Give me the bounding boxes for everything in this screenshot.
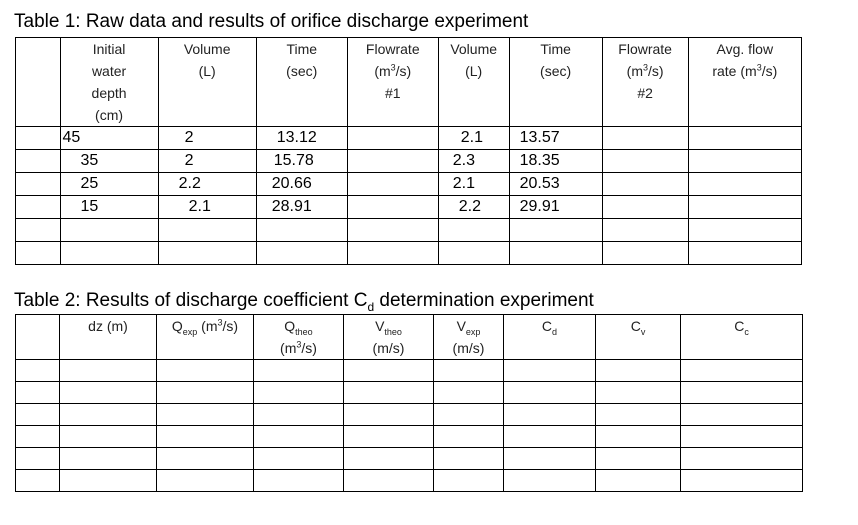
unit-superscript: 3 [217, 317, 223, 328]
header-flowrate-2 [602, 38, 688, 127]
cd-cell[interactable] [504, 426, 596, 448]
volume-1-cell[interactable]: 2.1 [158, 196, 256, 219]
flowrate-1-cell[interactable] [347, 196, 438, 219]
header-text: (sec) [540, 63, 572, 79]
unit-text: (m [626, 63, 643, 79]
volume-2-cell[interactable] [438, 242, 509, 265]
volume-1-cell[interactable] [158, 219, 256, 242]
v-theo-cell[interactable] [344, 360, 434, 382]
q-theo-cell[interactable] [254, 360, 344, 382]
symbol-text: V [456, 318, 466, 334]
symbol-text: V [375, 318, 385, 334]
blank-cell [16, 242, 61, 265]
volume-2-cell[interactable] [438, 219, 509, 242]
header-text: dz (m) [88, 318, 128, 334]
header-text: (L) [198, 63, 216, 79]
cc-cell[interactable] [681, 470, 803, 492]
dz-cell[interactable] [60, 470, 157, 492]
cc-cell[interactable] [681, 404, 803, 426]
symbol-subscript: theo [295, 326, 313, 337]
unit-text: /s) [222, 318, 239, 334]
unit-text: /s) [648, 63, 664, 79]
symbol-text: C [541, 318, 553, 334]
cd-cell[interactable] [504, 360, 596, 382]
header-text: #2 [637, 85, 653, 101]
header-time-2 [509, 38, 602, 127]
table-row [16, 448, 803, 470]
time-2-cell[interactable] [509, 219, 602, 242]
depth-cell[interactable] [60, 242, 158, 265]
table-2-header-row [16, 315, 803, 360]
flowrate-2-cell[interactable] [602, 242, 688, 265]
header-time-1 [256, 38, 347, 127]
dz-cell[interactable] [60, 448, 157, 470]
header-text [689, 60, 801, 82]
caption-text: determination experiment [374, 290, 594, 311]
time-2-cell[interactable] [509, 242, 602, 265]
cc-cell[interactable] [681, 448, 803, 470]
symbol-subscript: c [744, 326, 749, 337]
time-1-cell[interactable]: 28.91 [256, 196, 347, 219]
time-1-cell[interactable] [256, 242, 347, 265]
blank-cell [16, 38, 61, 127]
header-cd [504, 315, 596, 360]
symbol-subscript: exp [465, 326, 481, 337]
table-row [16, 173, 802, 196]
cd-cell[interactable] [504, 448, 596, 470]
header-text [504, 315, 595, 337]
blank-cell [16, 404, 60, 426]
header-text [254, 337, 343, 359]
volume-2-cell[interactable]: 2.2 [438, 196, 509, 219]
q-exp-cell[interactable] [157, 426, 254, 448]
header-avg-flow-rate [688, 38, 801, 127]
header-text: Volume [450, 41, 498, 57]
q-theo-cell[interactable] [254, 426, 344, 448]
v-exp-cell[interactable] [434, 360, 504, 382]
dz-cell[interactable] [60, 404, 157, 426]
header-flowrate-1 [347, 38, 438, 127]
cc-cell[interactable] [681, 382, 803, 404]
header-text: Avg. flow [716, 41, 774, 57]
table-1-caption: Table 1: Raw data and results of orifice discharge experiment [14, 11, 529, 32]
blank-cell [16, 150, 61, 173]
unit-superscript: 3 [756, 62, 762, 73]
cv-cell[interactable] [596, 382, 681, 404]
v-theo-cell[interactable] [344, 426, 434, 448]
blank-cell [16, 173, 61, 196]
cv-cell[interactable] [596, 448, 681, 470]
blank-cell [16, 470, 60, 492]
blank-cell [16, 426, 60, 448]
volume-1-cell[interactable]: 2.2 [158, 173, 256, 196]
header-text [434, 315, 503, 337]
header-text [603, 60, 688, 82]
cc-cell[interactable] [681, 426, 803, 448]
header-text: water [91, 63, 127, 79]
time-1-cell[interactable] [256, 219, 347, 242]
q-theo-cell[interactable] [254, 404, 344, 426]
header-text [681, 315, 802, 337]
unit-superscript: 3 [643, 62, 649, 73]
caption-subscript: d [367, 299, 375, 314]
cv-cell[interactable] [596, 360, 681, 382]
unit-text: (m [280, 340, 297, 356]
cd-cell[interactable] [504, 470, 596, 492]
header-volume-2 [438, 38, 509, 127]
v-exp-cell[interactable] [434, 470, 504, 492]
table-2 [15, 314, 803, 492]
flowrate-1-cell[interactable] [347, 150, 438, 173]
header-text [348, 60, 438, 82]
blank-cell [16, 382, 60, 404]
avg-flow-cell[interactable] [688, 173, 801, 196]
blank-cell [16, 360, 60, 382]
unit-text: /s) [761, 63, 778, 79]
cv-cell[interactable] [596, 470, 681, 492]
avg-flow-cell[interactable] [688, 127, 801, 150]
avg-flow-cell[interactable] [688, 150, 801, 173]
symbol-subscript: v [640, 326, 646, 337]
header-q-exp [157, 315, 254, 360]
symbol-text: C [630, 318, 641, 334]
flowrate-1-cell[interactable] [347, 127, 438, 150]
header-text: Flowrate [365, 41, 420, 57]
v-exp-cell[interactable] [434, 448, 504, 470]
q-theo-cell[interactable] [254, 382, 344, 404]
table-row [16, 127, 802, 150]
volume-2-cell[interactable]: 2.1 [438, 173, 509, 196]
symbol-subscript: d [552, 326, 558, 337]
table-row [16, 470, 803, 492]
blank-cell [16, 196, 61, 219]
unit-text: /s) [301, 340, 317, 356]
depth-cell[interactable]: 35 [60, 150, 158, 173]
symbol-text: C [734, 318, 745, 334]
v-exp-cell[interactable] [434, 426, 504, 448]
dz-cell[interactable] [60, 360, 157, 382]
header-q-theo [254, 315, 344, 360]
table-row [16, 404, 803, 426]
header-v-exp [434, 315, 504, 360]
header-text: (sec) [286, 63, 318, 79]
table-row [16, 382, 803, 404]
time-2-cell[interactable]: 13.57 [509, 127, 602, 150]
v-theo-cell[interactable] [344, 448, 434, 470]
flowrate-2-cell[interactable] [602, 173, 688, 196]
header-text: (cm) [95, 107, 124, 123]
header-dz [60, 315, 157, 360]
unit-text: rate (m [712, 63, 757, 79]
header-cc [681, 315, 803, 360]
header-text: (m/s) [452, 340, 485, 356]
unit-superscript: 3 [296, 339, 302, 350]
unit-superscript: 3 [390, 62, 396, 73]
header-text: Initial [92, 41, 126, 57]
header-text: #1 [384, 85, 401, 101]
flowrate-2-cell[interactable] [602, 127, 688, 150]
table-row [16, 360, 803, 382]
volume-2-cell[interactable]: 2.1 [438, 127, 509, 150]
table-row [16, 219, 802, 242]
v-exp-cell[interactable] [434, 404, 504, 426]
table-row [16, 242, 802, 265]
time-1-cell[interactable]: 15.78 [256, 150, 347, 173]
cv-cell[interactable] [596, 426, 681, 448]
dz-cell[interactable] [60, 426, 157, 448]
cd-cell[interactable] [504, 382, 596, 404]
time-1-cell[interactable]: 20.66 [256, 173, 347, 196]
table-1 [15, 37, 802, 265]
time-2-cell[interactable]: 29.91 [509, 196, 602, 219]
v-theo-cell[interactable] [344, 470, 434, 492]
q-exp-cell[interactable] [157, 448, 254, 470]
header-text [157, 315, 253, 337]
table-row [16, 196, 802, 219]
v-theo-cell[interactable] [344, 404, 434, 426]
table-row [16, 426, 803, 448]
header-text: Time [286, 41, 318, 57]
depth-cell[interactable]: 15 [60, 196, 158, 219]
unit-text: (m [197, 318, 218, 334]
q-theo-cell[interactable] [254, 448, 344, 470]
q-exp-cell[interactable] [157, 382, 254, 404]
dz-cell[interactable] [60, 382, 157, 404]
table-1-header-row [16, 38, 802, 127]
header-text: Volume [183, 41, 231, 57]
blank-cell [16, 127, 61, 150]
time-2-cell[interactable]: 20.53 [509, 173, 602, 196]
table-row [16, 150, 802, 173]
volume-1-cell[interactable]: 2 [158, 127, 256, 150]
time-2-cell[interactable]: 18.35 [509, 150, 602, 173]
unit-text: /s) [395, 63, 412, 79]
cd-cell[interactable] [504, 404, 596, 426]
blank-cell [16, 219, 61, 242]
header-text: (L) [465, 63, 483, 79]
flowrate-2-cell[interactable] [602, 196, 688, 219]
depth-cell[interactable]: 45 [60, 127, 158, 150]
avg-flow-cell[interactable] [688, 219, 801, 242]
flowrate-1-cell[interactable] [347, 219, 438, 242]
flowrate-1-cell[interactable] [347, 173, 438, 196]
cv-cell[interactable] [596, 404, 681, 426]
caption-text: Table 2: Results of discharge coefficient C [14, 290, 368, 311]
symbol-subscript: exp [182, 326, 198, 337]
q-theo-cell[interactable] [254, 470, 344, 492]
avg-flow-cell[interactable] [688, 196, 801, 219]
unit-text: (m [374, 63, 391, 79]
header-text: depth [91, 85, 127, 101]
avg-flow-cell[interactable] [688, 242, 801, 265]
volume-1-cell[interactable]: 2 [158, 150, 256, 173]
header-cv [596, 315, 681, 360]
header-initial-depth [60, 38, 158, 127]
header-v-theo [344, 315, 434, 360]
cc-cell[interactable] [681, 360, 803, 382]
q-exp-cell[interactable] [157, 360, 254, 382]
q-exp-cell[interactable] [157, 404, 254, 426]
header-text [254, 315, 343, 337]
header-text: Flowrate [618, 41, 672, 57]
blank-cell [16, 315, 60, 360]
time-1-cell[interactable]: 13.12 [256, 127, 347, 150]
flowrate-2-cell[interactable] [602, 219, 688, 242]
header-text [596, 315, 680, 337]
symbol-subscript: theo [384, 326, 402, 337]
depth-cell[interactable]: 25 [60, 173, 158, 196]
blank-cell [16, 448, 60, 470]
symbol-text: Q [284, 318, 296, 334]
header-text [344, 315, 433, 337]
volume-1-cell[interactable] [158, 242, 256, 265]
symbol-text: Q [171, 318, 183, 334]
v-exp-cell[interactable] [434, 382, 504, 404]
q-exp-cell[interactable] [157, 470, 254, 492]
flowrate-1-cell[interactable] [347, 242, 438, 265]
depth-cell[interactable] [60, 219, 158, 242]
header-volume-1 [158, 38, 256, 127]
header-text: Time [540, 41, 571, 57]
header-text: (m/s) [372, 340, 405, 356]
flowrate-2-cell[interactable] [602, 150, 688, 173]
v-theo-cell[interactable] [344, 382, 434, 404]
volume-2-cell[interactable]: 2.3 [438, 150, 509, 173]
